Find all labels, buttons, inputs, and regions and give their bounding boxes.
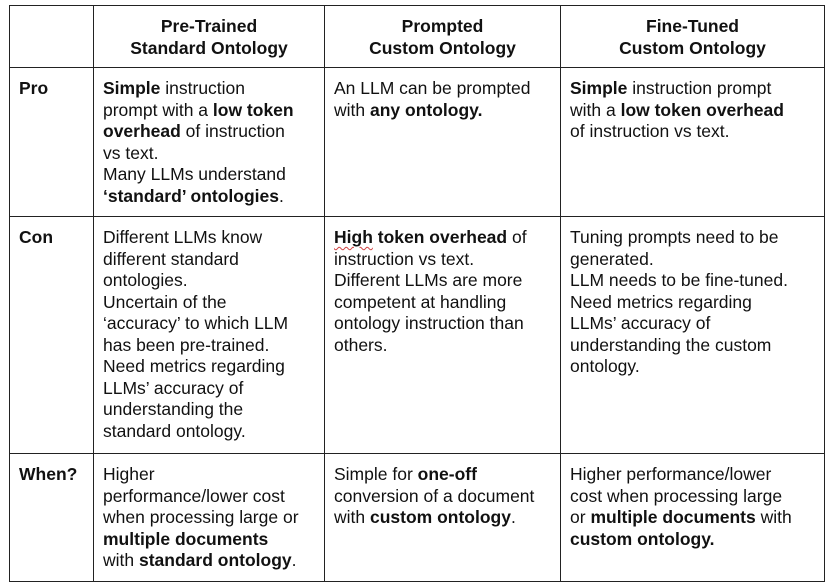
row-header-when: When? (10, 454, 94, 582)
cell-text: Tuning prompts need to be (570, 227, 779, 247)
cell-text: with (103, 550, 139, 570)
cell-text-bold: multiple documents (590, 507, 756, 527)
cell-text: Different LLMs know (103, 227, 263, 247)
cell-text-bold: High (334, 227, 373, 247)
cell-text: instruction prompt (627, 78, 772, 98)
cell-text: of instruction (180, 121, 285, 141)
column-header-line: Prompted (401, 16, 484, 36)
cell-text-bold: token overhead (372, 227, 508, 247)
cell-text-bold: custom ontology. (570, 528, 715, 549)
cell-text: of (507, 227, 527, 247)
column-header-prompted (325, 6, 561, 68)
cell-text: generated. (570, 248, 654, 269)
cell-text-bold: one-off (417, 464, 477, 484)
column-header-finetuned (561, 6, 825, 68)
column-header-pretrained (94, 6, 325, 68)
column-header-line: Standard Ontology (130, 37, 288, 58)
cell-text: Uncertain of the (103, 291, 227, 312)
cell-text: LLM needs to be fine-tuned. (570, 270, 788, 290)
cell-text-bold: Simple (570, 78, 628, 98)
con-prompted-cell (325, 217, 561, 454)
cell-text-bold: custom ontology (369, 507, 511, 527)
column-header-line: Custom Ontology (619, 37, 766, 58)
cell-text: when processing large or (103, 507, 299, 527)
pro-finetuned-cell (561, 68, 825, 217)
cell-text: others. (334, 334, 388, 355)
cell-text-bold: Simple (103, 78, 161, 98)
cell-text: Many LLMs understand (103, 164, 286, 184)
when-row (10, 454, 825, 582)
cell-text: ‘accuracy’ to which LLM (103, 313, 289, 333)
cell-text-bold: low token (212, 99, 294, 120)
cell-text: conversion of a document (334, 485, 535, 506)
cell-text: performance/lower cost (103, 485, 285, 506)
cell-text: of instruction vs text. (570, 121, 730, 141)
cell-text: Need metrics regarding (570, 291, 752, 312)
cell-text: different standard (103, 248, 239, 269)
cell-text: ontologies. (103, 270, 188, 290)
cell-text: ontology. (570, 356, 640, 376)
row-header-pro: Pro (10, 68, 94, 217)
cell-text: . (279, 185, 284, 206)
cell-text: LLMs’ accuracy of (570, 313, 711, 333)
corner-cell (10, 6, 94, 68)
cell-text: understanding the (103, 399, 244, 419)
cell-text: ontology instruction than (334, 313, 524, 333)
cell-text: Simple for (334, 464, 418, 484)
cell-text: instruction vs text. (334, 248, 475, 269)
cell-text: with (334, 507, 370, 527)
cell-text: with (755, 507, 792, 527)
when-pretrained-cell (94, 454, 325, 582)
when-prompted-cell (325, 454, 561, 582)
cell-text-bold: low token overhead (620, 99, 784, 120)
cell-text: Higher performance/lower (570, 464, 772, 484)
cell-text-bold: multiple documents (103, 528, 269, 549)
cell-text: An LLM can be prompted (334, 78, 531, 98)
con-row (10, 217, 825, 454)
cell-text: standard ontology. (103, 420, 246, 441)
con-pretrained-cell (94, 217, 325, 454)
column-header-line: Fine-Tuned (646, 16, 739, 36)
comparison-table (9, 5, 825, 582)
pro-prompted-cell (325, 68, 561, 217)
cell-text: understanding the custom (570, 334, 772, 355)
header-row (10, 6, 825, 68)
cell-text: competent at handling (334, 291, 507, 312)
cell-text: . (510, 507, 516, 527)
cell-text: cost when processing large (570, 485, 783, 506)
row-header-con: Con (10, 217, 94, 454)
cell-text: Different LLMs are more (334, 270, 523, 290)
cell-text: LLMs’ accuracy of (103, 377, 244, 398)
cell-text-bold: ‘standard’ ontologies (103, 185, 279, 206)
pro-pretrained-cell (94, 68, 325, 217)
when-finetuned-cell (561, 454, 825, 582)
cell-text: instruction (160, 78, 246, 98)
cell-text: vs text. (103, 142, 159, 163)
cell-text: has been pre-trained. (103, 334, 270, 355)
pro-row (10, 68, 825, 217)
cell-text-bold: any ontology. (369, 99, 483, 120)
cell-text-bold: overhead (103, 121, 181, 141)
cell-text: . (291, 550, 297, 570)
cell-text: Need metrics regarding (103, 356, 285, 376)
con-finetuned-cell (561, 217, 825, 454)
cell-text: with (334, 99, 370, 120)
column-header-line: Custom Ontology (369, 37, 516, 58)
cell-text-bold: standard ontology (138, 550, 292, 570)
cell-text: prompt with a (103, 99, 213, 120)
cell-text: Higher (103, 464, 155, 484)
cell-text: or (570, 507, 591, 527)
column-header-line: Pre-Trained (160, 16, 258, 36)
cell-text: with a (570, 99, 621, 120)
